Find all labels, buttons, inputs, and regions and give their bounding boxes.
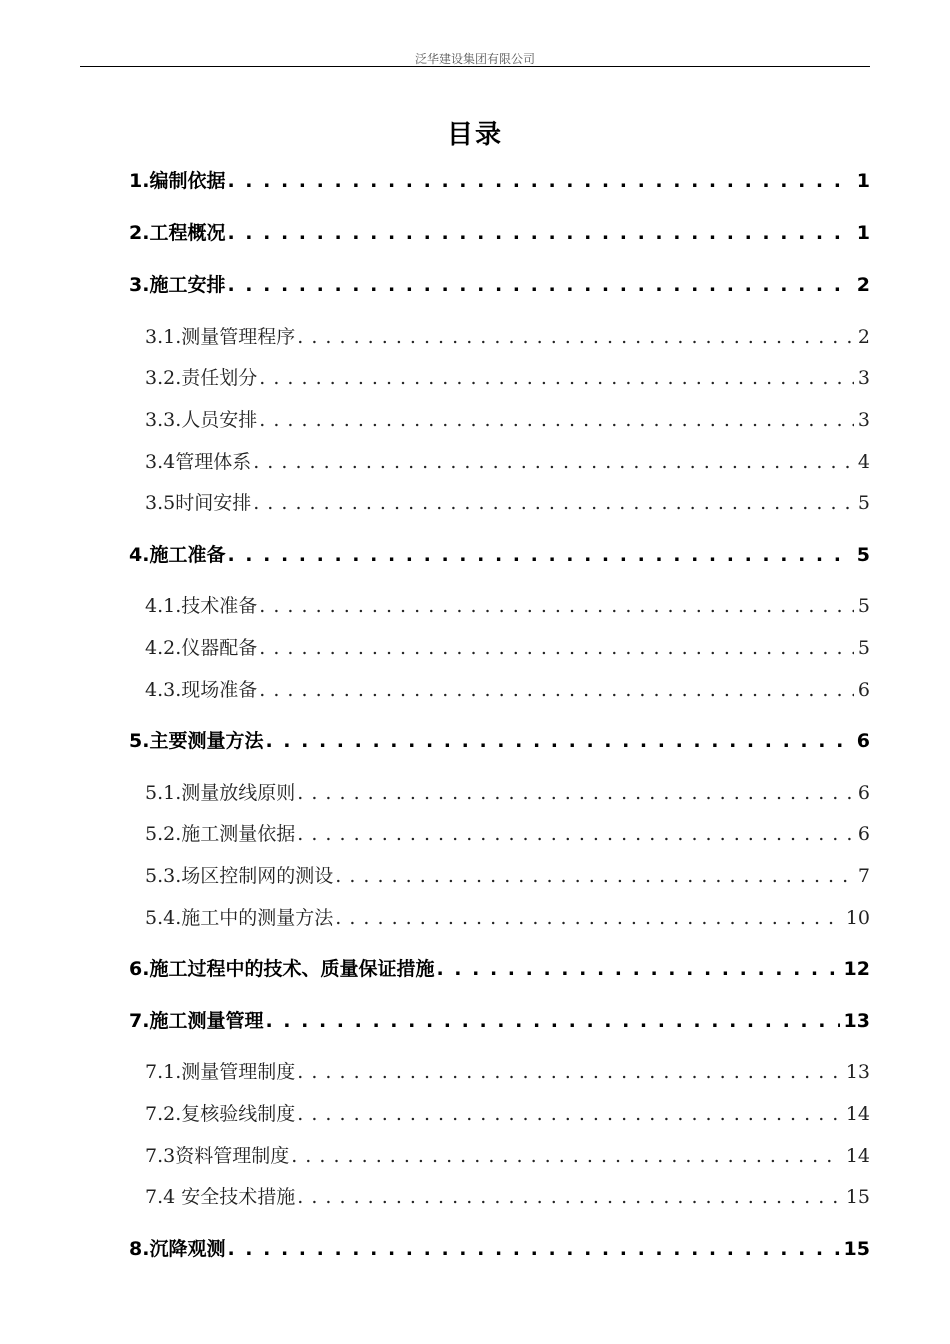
toc-entry-label: 3.1.测量管理程序 [145,326,296,348]
toc-entry-label: 5.4.施工中的测量方法 [145,907,334,929]
toc-entry-page-number: 2 [857,326,870,348]
toc-entry-label: 7.2.复核验线制度 [145,1103,296,1125]
toc-entry-page-number: 6 [857,782,870,804]
toc-entry-label: 6.施工过程中的技术、质量保证措施 [129,958,435,980]
toc-entry-section[interactable] [145,322,870,349]
toc-entry-page-number: 6 [857,823,870,845]
toc-dot-leader [265,730,852,752]
toc-entry-page-number: 5 [856,544,870,566]
toc-entry-page-number: 4 [857,451,870,473]
toc-entry-label: 5.主要测量方法 [129,730,264,752]
toc-dot-leader [227,274,852,296]
header-rule [80,66,870,67]
toc-entry-chapter[interactable] [129,954,870,981]
toc-entry-page-number: 5 [857,637,870,659]
toc-entry-page-number: 15 [843,1238,870,1260]
toc-entry-label: 1.编制依据 [129,170,226,192]
toc-entry-section[interactable] [145,591,870,618]
toc-entry-label: 8.沉降观测 [129,1238,226,1260]
toc-entry-section[interactable] [145,488,870,515]
toc-entry-section[interactable] [145,675,870,702]
toc-dot-leader [227,170,852,192]
toc-dot-leader [253,451,854,473]
toc-entry-page-number: 3 [857,409,870,431]
toc-entry-page-number: 1 [856,222,870,244]
toc-entry-page-number: 7 [857,865,870,887]
toc-entry-section[interactable] [145,903,870,930]
toc-entry-page-number: 14 [845,1103,870,1125]
page-header-company: 泛华建设集团有限公司 [414,52,535,66]
toc-dot-leader [297,1186,842,1208]
toc-entry-label: 7.1.测量管理制度 [145,1061,296,1083]
toc-entry-label: 3.4管理体系 [145,451,252,473]
toc-dot-leader [297,823,854,845]
toc-entry-label: 3.施工安排 [129,274,226,296]
toc-dot-leader [335,907,842,929]
toc-entry-label: 7.4 安全技术措施 [145,1186,296,1208]
toc-dot-leader [259,409,854,431]
toc-entry-chapter[interactable] [129,218,870,245]
toc-entry-page-number: 6 [856,730,870,752]
toc-entry-chapter[interactable] [129,540,870,567]
toc-entry-label: 7.施工测量管理 [129,1010,264,1032]
toc-dot-leader [259,637,854,659]
toc-entry-label: 3.3.人员安排 [145,409,258,431]
toc-entry-page-number: 14 [845,1145,870,1167]
toc-entry-page-number: 10 [845,907,870,929]
toc-entry-label: 2.工程概况 [129,222,226,244]
toc-entry-label: 4.3.现场准备 [145,679,258,701]
toc-dot-leader [297,782,854,804]
toc-entry-page-number: 13 [845,1061,870,1083]
toc-entry-section[interactable] [145,1099,870,1126]
toc-dot-leader [297,1103,842,1125]
toc-dot-leader [227,222,852,244]
toc-entry-label: 4.施工准备 [129,544,226,566]
toc-entry-section[interactable] [145,1057,870,1084]
toc-entry-section[interactable] [145,405,870,432]
toc-dot-leader [265,1010,839,1032]
toc-title: 目录 [446,120,503,150]
toc-entry-page-number: 13 [843,1010,870,1032]
toc-dot-leader [297,326,854,348]
toc-entry-section[interactable] [145,778,870,805]
toc-entry-label: 5.1.测量放线原则 [145,782,296,804]
toc-dot-leader [436,958,839,980]
toc-entry-chapter[interactable] [129,166,870,193]
toc-dot-leader [291,1145,842,1167]
toc-dot-leader [253,492,854,514]
toc-entry-chapter[interactable] [129,270,870,297]
toc-entry-section[interactable] [145,1182,870,1209]
toc-entry-page-number: 6 [857,679,870,701]
toc-dot-leader [259,595,854,617]
toc-entry-section[interactable] [145,819,870,846]
toc-entry-label: 3.5时间安排 [145,492,252,514]
toc-dot-leader [259,679,854,701]
toc-entry-chapter[interactable] [129,1006,870,1033]
toc-entry-section[interactable] [145,363,870,390]
toc-entry-section[interactable] [145,1141,870,1168]
toc-entry-page-number: 1 [856,170,870,192]
toc-entry-section[interactable] [145,633,870,660]
toc-entry-label: 7.3资料管理制度 [145,1145,290,1167]
toc-entry-page-number: 5 [857,595,870,617]
toc-dot-leader [297,1061,842,1083]
toc-entry-label: 3.2.责任划分 [145,367,258,389]
toc-dot-leader [335,865,854,887]
toc-entry-label: 5.3.场区控制网的测设 [145,865,334,887]
toc-entry-chapter[interactable] [129,1234,870,1261]
toc-dot-leader [259,367,854,389]
toc-entry-label: 5.2.施工测量依据 [145,823,296,845]
toc-entry-page-number: 15 [845,1186,870,1208]
toc-entry-chapter[interactable] [129,726,870,753]
toc-entry-page-number: 12 [843,958,870,980]
toc-entry-page-number: 5 [857,492,870,514]
toc-entry-page-number: 3 [857,367,870,389]
toc-entry-section[interactable] [145,861,870,888]
toc-entry-page-number: 2 [856,274,870,296]
toc-entry-section[interactable] [145,447,870,474]
toc-dot-leader [227,1238,839,1260]
toc-dot-leader [227,544,852,566]
toc-entry-label: 4.2.仪器配备 [145,637,258,659]
toc-entry-label: 4.1.技术准备 [145,595,258,617]
